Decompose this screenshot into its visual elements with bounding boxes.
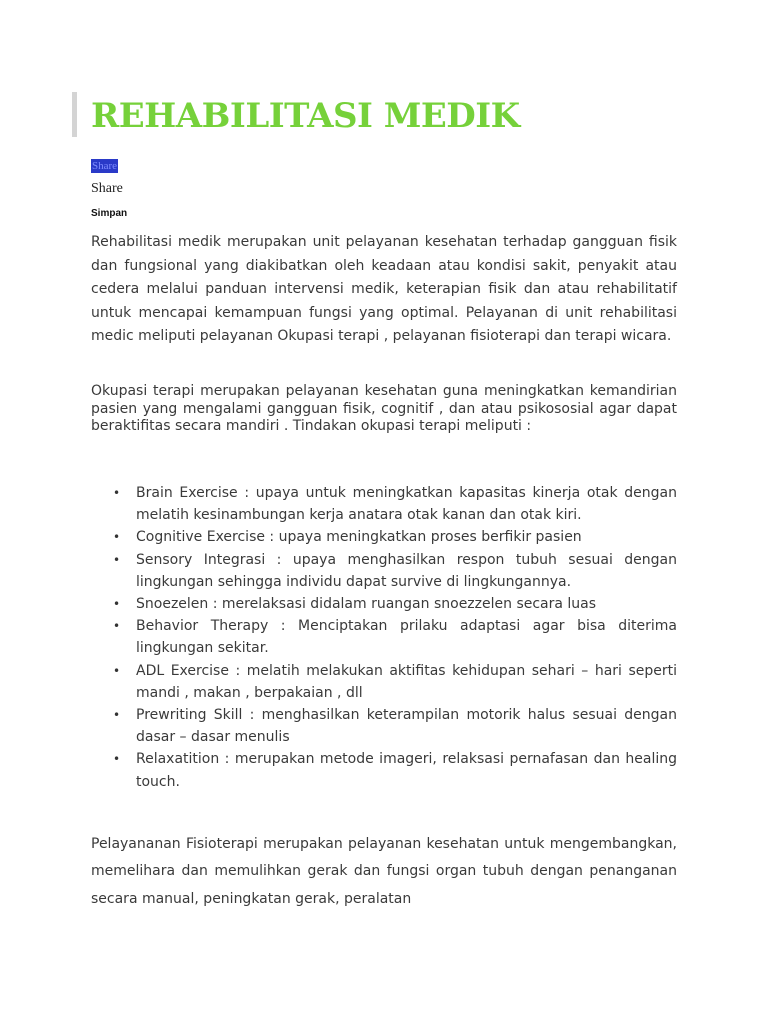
title-accent-bar xyxy=(72,92,77,137)
okupasi-list xyxy=(91,482,677,793)
bullet-icon: • xyxy=(113,552,121,567)
list-item-text: Sensory Integrasi : upaya menghasilkan respon tubuh sesuai dengan lingkungan sehingga individu dapat survive di lingkungannya. xyxy=(136,551,677,590)
list-item xyxy=(91,660,677,704)
list-item-text: Cognitive Exercise : upaya meningkatkan proses berfikir pasien xyxy=(136,529,582,546)
bullet-icon: • xyxy=(113,597,121,612)
bullet-icon: • xyxy=(113,752,121,767)
paragraph-fisioterapi: Pelayananan Fisioterapi merupakan pelayanan kesehatan untuk mengembangkan, memelihara dan memulihkan gerak dan fungsi organ tubuh dengan penanganan secara manual, peningkatan gerak, peralatan xyxy=(91,836,677,907)
save-button[interactable]: Simpan xyxy=(91,208,128,219)
bullet-icon: • xyxy=(113,619,121,634)
list-item xyxy=(91,748,677,792)
list-item-text: Prewriting Skill : menghasilkan keterampilan motorik halus sesuai dengan dasar – dasar menulis xyxy=(136,707,677,746)
bullet-icon: • xyxy=(113,486,121,500)
list-item xyxy=(91,615,677,659)
list-item-text: Brain Exercise : upaya untuk meningkatkan kapasitas kinerja otak dengan melatih kesinambungan kerja anatara otak kanan dan otak kiri. xyxy=(136,485,677,524)
list-item-text: ADL Exercise : melatih melakukan aktifitas kehidupan sehari – hari seperti mandi , makan , berpakaian , dll xyxy=(136,662,677,701)
share-button[interactable]: Share xyxy=(91,181,123,196)
page-title: REHABILITASI MEDIK xyxy=(91,96,520,136)
list-item xyxy=(91,482,677,526)
bullet-icon: • xyxy=(113,708,121,723)
list-item xyxy=(91,593,677,615)
bullet-icon: • xyxy=(113,530,121,545)
list-item xyxy=(91,549,677,593)
list-item-text: Relaxatition : merupakan metode imageri, relaksasi pernafasan dan healing touch. xyxy=(136,751,677,790)
paragraph-okupasi: Okupasi terapi merupakan pelayanan kesehatan guna meningkatkan kemandirian pasien yang mengalami gangguan fisik, cognitif , dan atau psikososial agar dapat beraktifitas secara mandiri . Tindakan okupasi terapi meliputi : xyxy=(91,383,677,434)
bullet-icon: • xyxy=(113,663,121,678)
list-item xyxy=(91,704,677,748)
list-item xyxy=(91,526,677,548)
list-item-text: Behavior Therapy : Menciptakan prilaku adaptasi agar bisa diterima lingkungan sekitar. xyxy=(136,618,677,657)
paragraph-intro: Rehabilitasi medik merupakan unit pelayanan kesehatan terhadap gangguan fisik dan fungsional yang diakibatkan oleh keadaan atau kondisi sakit, penyakit atau cedera melalui panduan intervensi medik, keterapian fisik dan atau rehabilitatif untuk mencapai kemampuan fungsi yang optimal. Pelayanan di unit rehabilitasi medic meliputi pelayanan Okupasi terapi , pelayanan fisioterapi dan terapi wicara. xyxy=(91,234,677,345)
list-item-text: Snoezelen : merelaksasi didalam ruangan snoezzelen secara luas xyxy=(136,596,597,613)
share-link[interactable]: Share xyxy=(92,160,118,172)
